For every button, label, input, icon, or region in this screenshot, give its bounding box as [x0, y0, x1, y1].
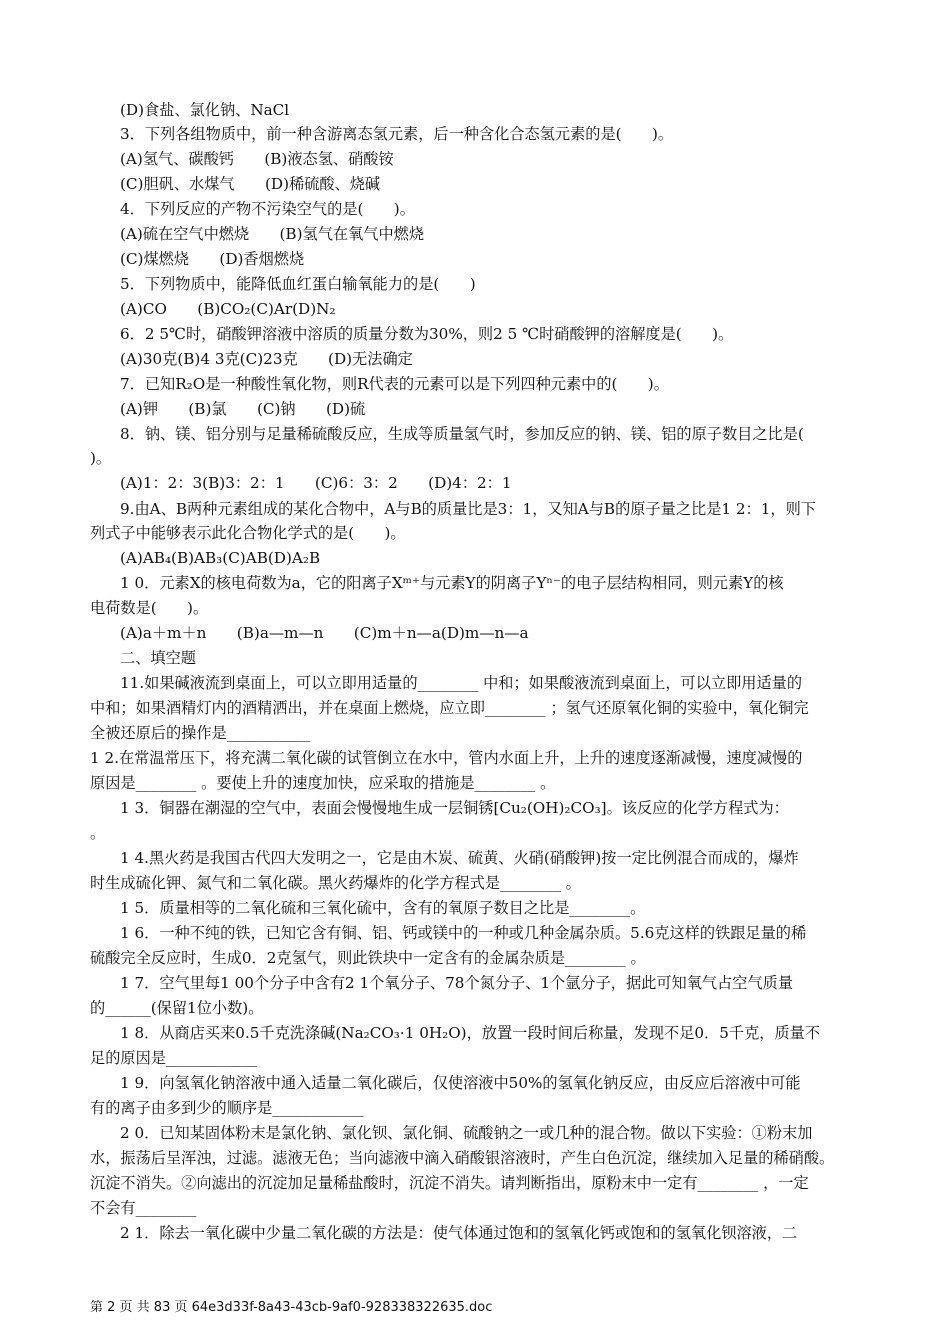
page-footer: 第 2 页 共 83 页 64e3d33f-8a43-43cb-9af0-928338322635.doc [90, 1300, 493, 1315]
text-line: (A)硫在空气中燃烧 (B)氢气在氧气中燃烧 [120, 225, 425, 243]
text-line: 不会有________ [90, 1199, 197, 1217]
text-line: 足的原因是____________ [90, 1049, 258, 1067]
text-line: 有的离子由多到少的顺序是____________ [90, 1099, 364, 1117]
text-line: 1 5．质量相等的二氧化硫和三氧化硫中，含有的氧原子数目之比是________。 [120, 899, 646, 917]
text-line: 1 7．空气里每1 00个分子中含有2 1个氧分子、78个氮分子、1个氩分子，据此可知氧气占空气质量 [120, 974, 794, 992]
text-line: 6．2 5℃时，硝酸钾溶液中溶质的质量分数为30%，则2 5 ℃时硝酸钾的溶解度是( )。 [120, 325, 734, 343]
text-line: 1 2.在常温常压下，将充满二氧化碳的试管倒立在水中，管内水面上升，上升的速度逐渐减慢，速度减慢的 [90, 749, 803, 767]
text-line: (A)a＋m＋n (B)a—m—n (C)m＋n—a(D)m—n—a [120, 624, 529, 642]
text-line: (A)1：2：3(B)3：2：1 (C)6：3：2 (D)4：2：1 [120, 474, 512, 492]
text-line: 水，振荡后呈浑浊，过滤。滤液无色；当向滤液中滴入硝酸银溶液时，产生白色沉淀，继续加入足量的稀硝酸。 [90, 1149, 835, 1167]
text-line: 5．下列物质中，能降低血红蛋白输氧能力的是( ) [120, 275, 476, 293]
text-line: 1 9．向氢氧化钠溶液中通入适量二氧化碳后，仅使溶液中50%的氢氧化钠反应，由反应后溶液中可能 [120, 1074, 801, 1092]
section-heading: 二、填空题 [120, 649, 196, 667]
text-line: 8．钠、镁、铝分别与足量稀硫酸反应，生成等质量氢气时，参加反应的钠、镁、铝的原子数目之比是( [120, 425, 804, 443]
text-line: )。 [90, 449, 112, 467]
text-line: 原因是________ 。要使上升的速度加快，应采取的措施是________ 。 [90, 774, 556, 792]
text-line: 中和；如果酒精灯内的酒精洒出，并在桌面上燃烧，应立即________ ；氢气还原氧化铜的实验中，氧化铜完 [90, 699, 809, 717]
text-line: 7．已知R₂O是一种酸性氧化物，则R代表的元素可以是下列四种元素中的( )。 [120, 375, 669, 393]
text-line: 全被还原后的操作是___________ [90, 724, 311, 742]
text-line: (C)煤燃烧 (D)香烟燃烧 [120, 250, 305, 268]
text-line: 。 [90, 824, 106, 842]
text-line: (D)食盐、氯化钠、NaCl [120, 101, 290, 119]
text-line: (A)钾 (B)氯 (C)钠 (D)硫 [120, 400, 366, 418]
text-line: (A)氢气、碳酸钙 (B)液态氢、硝酸铵 [120, 150, 394, 168]
text-line: (C)胆矾、水煤气 (D)稀硫酸、烧碱 [120, 175, 381, 193]
text-line: 2 0．已知某固体粉末是氯化钠、氯化钡、氯化铜、硫酸钠之一或几种的混合物。做以下实验：①粉末加 [120, 1124, 813, 1142]
text-line: 列式子中能够表示此化合物化学式的是( )。 [90, 524, 406, 542]
text-line: 电荷数是( )。 [90, 599, 209, 617]
text-line: 的______(保留1位小数)。 [90, 999, 264, 1017]
text-line: 1 0．元素X的核电荷数为a，它的阳离子Xᵐ⁺与元素Y的阴离子Yⁿ⁻的电子层结构相同，则元素Y的核 [120, 574, 784, 592]
text-line: (A)AB₄(B)AB₃(C)AB(D)A₂B [120, 549, 321, 567]
text-line: 1 3．铜器在潮湿的空气中，表面会慢慢地生成一层铜锈[Cu₂(OH)₂CO₃]。该反应的化学方程式为： [120, 799, 789, 817]
text-line: 4．下列反应的产物不污染空气的是( )。 [120, 200, 415, 218]
text-line: 1 4.黑火药是我国古代四大发明之一，它是由木炭、硫黄、火硝(硝酸钾)按一定比例混合而成的，爆炸 [120, 849, 799, 867]
text-line: 11.如果碱液流到桌面上，可以立即用适量的________ 中和；如果酸液流到桌面上，可以立即用适量的 [120, 674, 803, 692]
text-line: 9.由A、B两种元素组成的某化合物中，A与B的质量比是3：1，又知A与B的原子量之比是1 2：1，则下 [120, 500, 816, 518]
text-line: 1 6．一种不纯的铁，已知它含有铜、铝、钙或镁中的一种或几种金属杂质。5.6克这样的铁跟足量的稀 [120, 924, 807, 942]
text-line: (A)30克(B)4 3克(C)23克 (D)无法确定 [120, 350, 413, 368]
text-line: 沉淀不消失。②向滤出的沉淀加足量稀盐酸时，沉淀不消失。请判断指出，原粉末中一定有________ ，一定 [90, 1174, 809, 1192]
text-line: 时生成硫化钾、氮气和二氧化碳。黑火药爆炸的化学方程式是________ 。 [90, 874, 581, 892]
text-line: (A)CO (B)CO₂(C)Ar(D)N₂ [120, 300, 336, 318]
text-line: 硫酸完全反应时，生成0．2克氢气，则此铁块中一定含有的金属杂质是________ 。 [90, 949, 646, 967]
text-line: 2 1．除去一氧化碳中少量二氧化碳的方法是：使气体通过饱和的氢氧化钙或饱和的氢氧化钡溶液，二 [120, 1224, 798, 1242]
text-line: 1 8．从商店买来0.5千克洗涤碱(Na₂CO₃·1 0H₂O)，放置一段时间后称量，发现不足0．5千克，质量不 [120, 1024, 821, 1042]
text-line: 3．下列各组物质中，前一种含游离态氢元素，后一种含化合态氢元素的是( )。 [120, 125, 674, 143]
